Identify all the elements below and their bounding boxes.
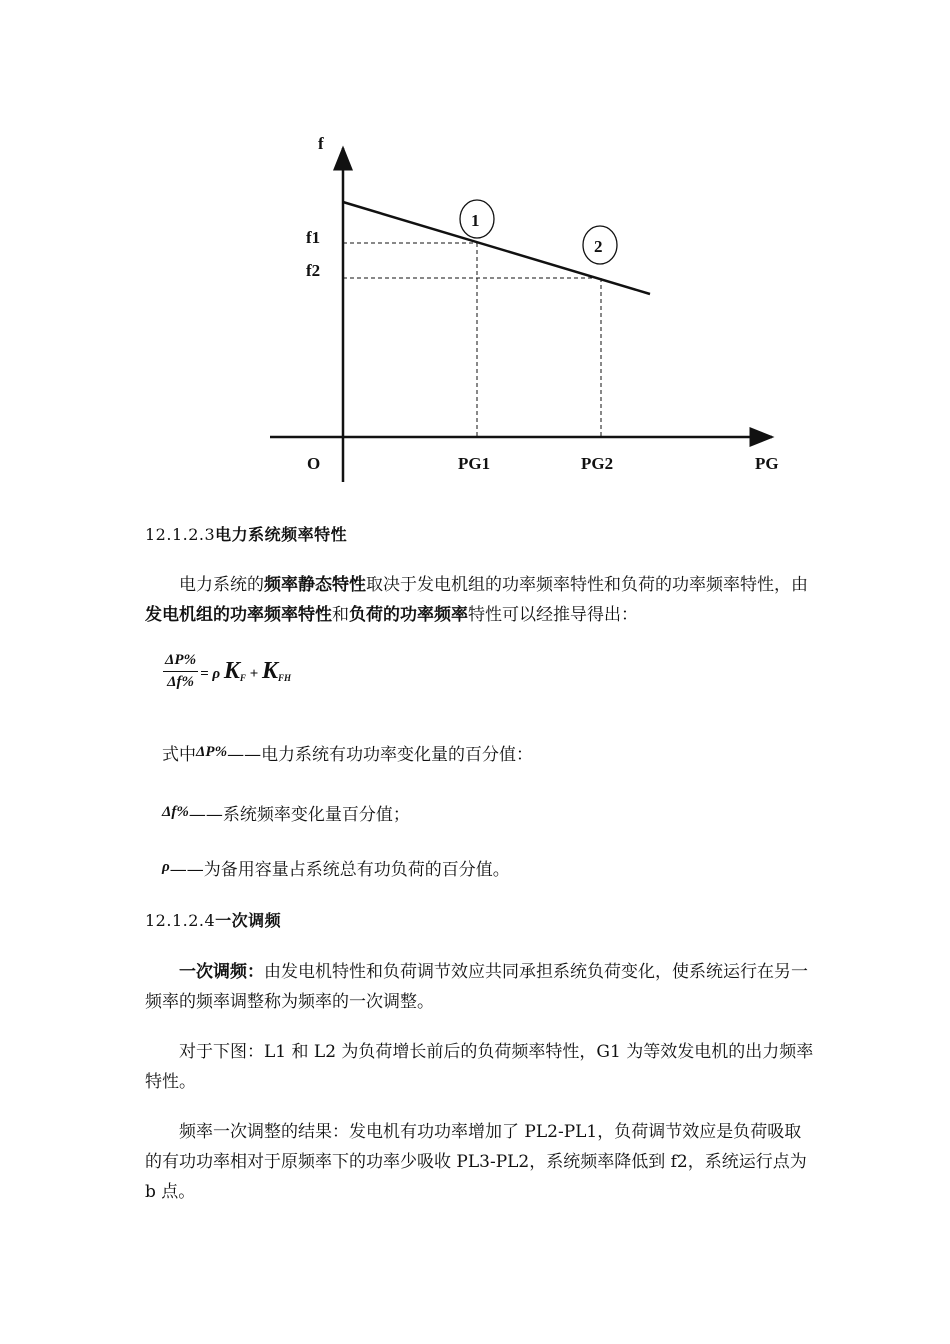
section-heading-12-1-2-3: [145, 522, 347, 545]
formula-plus: +: [245, 666, 262, 682]
text: 特性可以经推导得出：: [468, 605, 638, 625]
heading-title: 一次调频: [215, 911, 282, 930]
paragraph-frequency-characteristic: [145, 570, 815, 630]
text: 取决于发电机组的功率频率特性和负荷的功率频率特性，由: [366, 575, 808, 595]
symbol: ΔP%: [196, 744, 228, 760]
heading-number: 12.1.2.4: [145, 911, 216, 930]
paragraph-figure-description: [145, 1037, 815, 1097]
x-axis-label: PG: [755, 454, 779, 473]
formula-k2: K: [261, 658, 278, 684]
f2-label: f2: [306, 261, 321, 280]
formula-k1-sub: F: [239, 673, 246, 683]
formula-k1: K: [223, 658, 240, 684]
frequency-characteristic-diagram: [0, 0, 950, 500]
bold-term: 频率静态特性: [264, 575, 366, 595]
formula-fraction: [163, 652, 198, 691]
text: ——系统频率变化量百分值；: [188, 805, 410, 825]
symbol: ρ: [162, 859, 170, 875]
point-1-label: 1: [471, 211, 480, 230]
text: 频率一次调整的结果：发电机有功功率增加了 PL2-PL1，负荷调节效应是负荷吸取的有功功率相对于原频率下的功率少吸收 PL3-PL2，系统频率降低到 f2，系统运行点为 b 点。: [145, 1122, 807, 1202]
bold-term: 一次调频：: [179, 962, 264, 982]
text: 式中: [162, 745, 196, 765]
y-axis-label: f: [318, 134, 324, 153]
origin-label: O: [307, 454, 321, 473]
formula-denominator: Δf%: [167, 674, 194, 690]
text: 电力系统的: [179, 575, 264, 595]
pg1-label: PG1: [458, 454, 491, 473]
formula-numerator: ΔP%: [163, 652, 198, 672]
formula-k2-sub: FH: [277, 673, 291, 683]
definition-delta-p: [162, 740, 533, 765]
formula: [163, 652, 291, 691]
bold-term: 发电机组的功率频率特性: [145, 605, 332, 625]
text: 和: [332, 605, 349, 625]
text: 对于下图：L1 和 L2 为负荷增长前后的负荷频率特性，G1 为等效发电机的出力频率特性。: [145, 1042, 814, 1092]
pg2-label: PG2: [581, 454, 614, 473]
formula-rhs: [200, 658, 291, 685]
section-heading-12-1-2-4: [145, 908, 281, 931]
heading-title: 电力系统频率特性: [215, 525, 348, 544]
text: 由发电机特性和负荷调节效应共同承担系统负荷变化，使系统运行在另一频率的频率调整称为频率的一次调整。: [145, 962, 808, 1012]
text: ——电力系统有功功率变化量的百分值：: [227, 745, 534, 765]
paragraph-regulation-result: [145, 1117, 815, 1207]
formula-eq: = ρ: [200, 666, 221, 682]
definition-delta-f: [162, 800, 410, 825]
symbol: Δf%: [162, 804, 189, 820]
text: ——为备用容量占系统总有功负荷的百分值。: [169, 860, 510, 880]
bold-term: 负荷的功率频率: [349, 605, 468, 625]
point-2-label: 2: [594, 237, 603, 256]
definition-rho: [162, 855, 510, 880]
heading-number: 12.1.2.3: [145, 525, 216, 544]
f1-label: f1: [306, 228, 321, 247]
paragraph-primary-regulation: [145, 957, 815, 1017]
characteristic-line: [343, 202, 650, 294]
